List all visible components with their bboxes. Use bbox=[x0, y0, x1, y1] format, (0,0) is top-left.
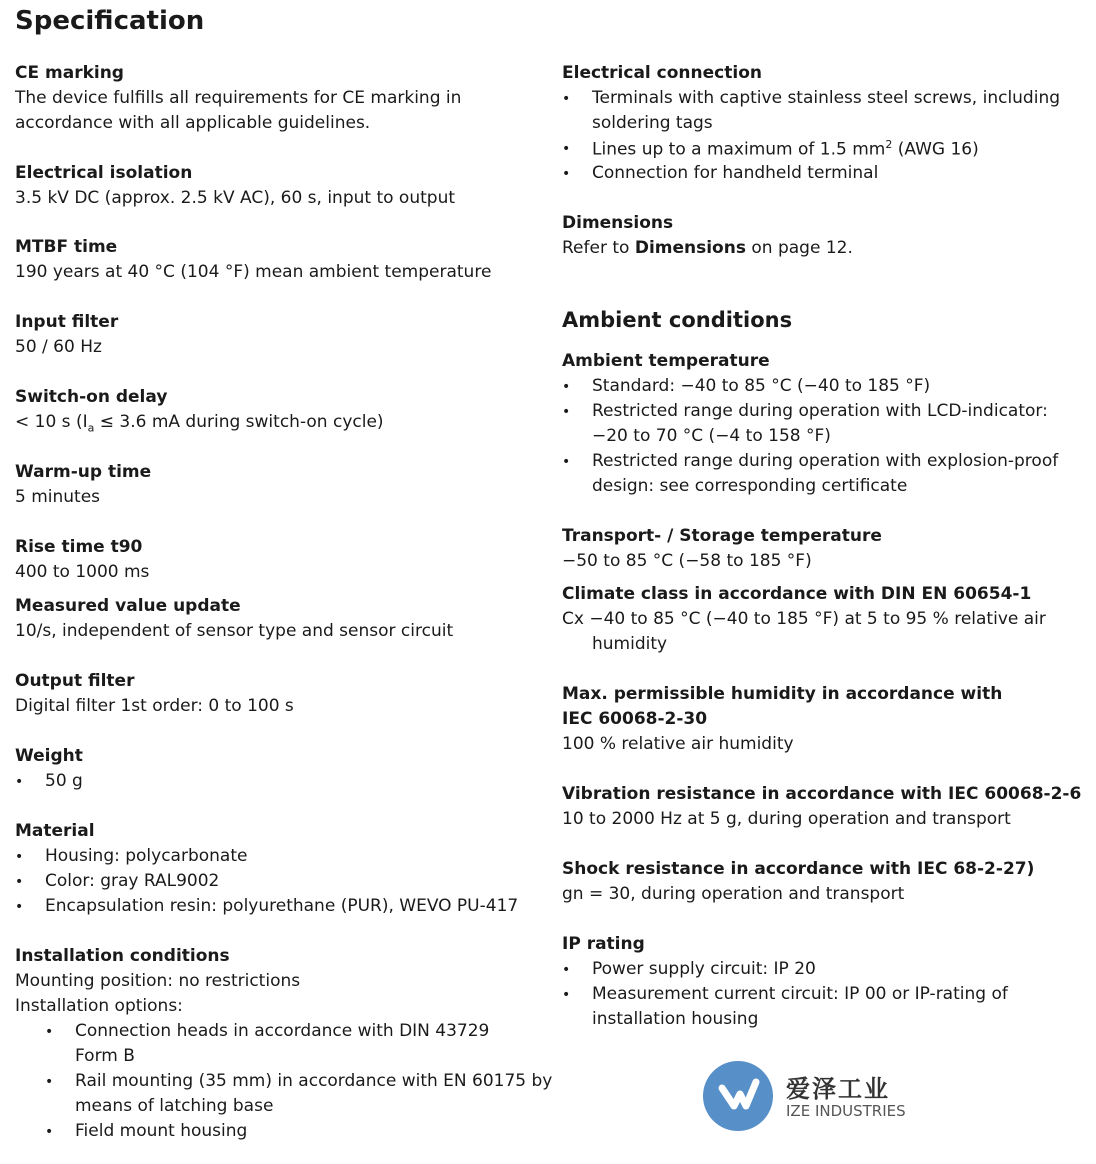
mtbf-text: 190 years at 40 °C (104 °F) mean ambient temperature bbox=[15, 262, 492, 282]
ip-item: Power supply circuit: IP 20 bbox=[592, 959, 816, 979]
bullet: • bbox=[45, 1124, 54, 1140]
ambient-temp-item-cont: design: see corresponding certificate bbox=[592, 476, 908, 496]
weight-item: 50 g bbox=[45, 771, 83, 791]
bullet: • bbox=[562, 454, 571, 470]
ce-text-line2: accordance with all applicable guidelines. bbox=[15, 113, 371, 133]
installation-line1: Mounting position: no restrictions bbox=[15, 971, 301, 991]
bullet: • bbox=[15, 849, 24, 865]
ce-text-line1: The device fulfills all requirements for CE marking in bbox=[15, 88, 462, 108]
output-filter-heading: Output filter bbox=[15, 671, 135, 691]
isolation-heading: Electrical isolation bbox=[15, 163, 193, 183]
bullet: • bbox=[45, 1024, 54, 1040]
electrical-item: Terminals with captive stainless steel screws, including bbox=[592, 88, 1061, 108]
electrical-item: Lines up to a maximum of 1.5 $mm^2$ (AWG 16) bbox=[592, 138, 979, 160]
installation-item: Field mount housing bbox=[75, 1121, 248, 1141]
material-item: Color: gray RAL9002 bbox=[45, 871, 220, 891]
ip-item-cont: installation housing bbox=[592, 1009, 759, 1029]
page-title: Specification bbox=[15, 6, 205, 36]
climate-text-line1: Cx −40 to 85 °C (−40 to 185 °F) at 5 to 95 % relative air bbox=[562, 609, 1046, 629]
dimensions-text: Refer to Dimensions on page 12. bbox=[562, 238, 853, 258]
installation-item-cont: means of latching base bbox=[75, 1096, 274, 1116]
switch-on-heading: Switch-on delay bbox=[15, 387, 168, 407]
shock-heading: Shock resistance in accordance with IEC 68-2-27) bbox=[562, 859, 1035, 879]
humidity-heading-line2: IEC 60068-2-30 bbox=[562, 709, 708, 729]
dimensions-heading: Dimensions bbox=[562, 213, 674, 233]
material-item: Housing: polycarbonate bbox=[45, 846, 248, 866]
installation-heading: Installation conditions bbox=[15, 946, 230, 966]
ip-heading: IP rating bbox=[562, 934, 645, 954]
warmup-heading: Warm-up time bbox=[15, 462, 152, 482]
bullet: • bbox=[45, 1074, 54, 1090]
ambient-temp-item: Restricted range during operation with LCD-indicator: bbox=[592, 401, 1048, 421]
ip-item: Measurement current circuit: IP 00 or IP-rating of bbox=[592, 984, 1008, 1004]
rise-text: 400 to 1000 ms bbox=[15, 562, 150, 582]
vibration-text: 10 to 2000 Hz at 5 g, during operation and transport bbox=[562, 809, 1011, 829]
bullet: • bbox=[15, 774, 24, 790]
bullet: • bbox=[562, 404, 571, 420]
bullet: • bbox=[562, 962, 571, 978]
ambient-temp-heading: Ambient temperature bbox=[562, 351, 770, 371]
climate-text-line2: humidity bbox=[592, 634, 668, 654]
ambient-title: Ambient conditions bbox=[562, 308, 793, 332]
transport-heading: Transport- / Storage temperature bbox=[562, 526, 882, 546]
humidity-text: 100 % relative air humidity bbox=[562, 734, 794, 754]
material-item: Encapsulation resin: polyurethane (PUR), WEVO PU-417 bbox=[45, 896, 519, 916]
measured-heading: Measured value update bbox=[15, 596, 241, 616]
climate-heading: Climate class in accordance with DIN EN 60654-1 bbox=[562, 584, 1032, 604]
material-heading: Material bbox=[15, 821, 95, 841]
watermark-en-text: IZE INDUSTRIES bbox=[786, 1102, 906, 1120]
installation-item-cont: Form B bbox=[75, 1046, 135, 1066]
electrical-item: Connection for handheld terminal bbox=[592, 163, 879, 183]
watermark-cn-text: 爱泽工业 bbox=[786, 1075, 890, 1103]
output-filter-text: Digital filter 1st order: 0 to 100 s bbox=[15, 696, 294, 716]
mtbf-heading: MTBF time bbox=[15, 237, 118, 257]
ambient-temp-item: Restricted range during operation with explosion-proof bbox=[592, 451, 1059, 471]
ce-heading: CE marking bbox=[15, 63, 124, 83]
bullet: • bbox=[15, 899, 24, 915]
input-filter-text: 50 / 60 Hz bbox=[15, 337, 102, 357]
electrical-item-cont: soldering tags bbox=[592, 113, 713, 133]
warmup-text: 5 minutes bbox=[15, 487, 101, 507]
bullet: • bbox=[562, 166, 571, 182]
input-filter-heading: Input filter bbox=[15, 312, 119, 332]
transport-text: −50 to 85 °C (−58 to 185 °F) bbox=[562, 551, 812, 571]
dimensions-link: Dimensions bbox=[634, 238, 746, 258]
vibration-heading: Vibration resistance in accordance with IEC 60068-2-6 bbox=[562, 784, 1082, 804]
humidity-heading-line1: Max. permissible humidity in accordance with bbox=[562, 684, 1003, 704]
weight-heading: Weight bbox=[15, 746, 83, 766]
measured-text: 10/s, independent of sensor type and sensor circuit bbox=[15, 621, 454, 641]
installation-line2: Installation options: bbox=[15, 996, 183, 1016]
installation-item: Connection heads in accordance with DIN 43729 bbox=[75, 1021, 490, 1041]
switch-on-text: < 10 s ($I_a \le 3.6$ mA during switch-on cycle) bbox=[15, 412, 384, 435]
ize-logo-icon bbox=[700, 1058, 776, 1134]
shock-text: gn = 30, during operation and transport bbox=[562, 884, 905, 904]
electrical-heading: Electrical connection bbox=[562, 63, 762, 83]
isolation-text: 3.5 kV DC (approx. 2.5 kV AC), 60 s, input to output bbox=[15, 188, 456, 208]
bullet: • bbox=[562, 141, 571, 157]
bullet: • bbox=[562, 91, 571, 107]
rise-heading: Rise time t90 bbox=[15, 537, 143, 557]
ambient-temp-item: Standard: −40 to 85 °C (−40 to 185 °F) bbox=[592, 376, 931, 396]
bullet: • bbox=[562, 987, 571, 1003]
bullet: • bbox=[562, 379, 571, 395]
installation-item: Rail mounting (35 mm) in accordance with EN 60175 by bbox=[75, 1071, 553, 1091]
bullet: • bbox=[15, 874, 24, 890]
ambient-temp-item-cont: −20 to 70 °C (−4 to 158 °F) bbox=[592, 426, 831, 446]
